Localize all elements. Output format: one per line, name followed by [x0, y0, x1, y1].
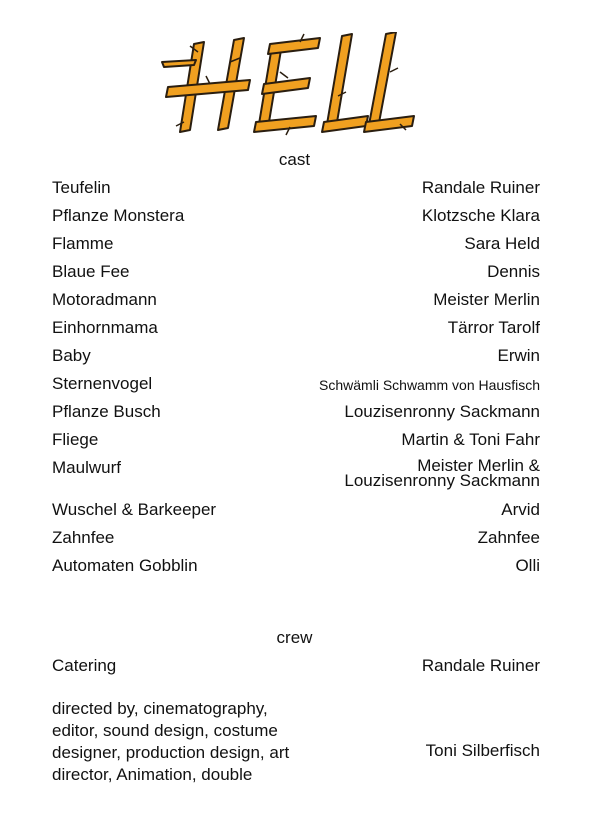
crew-role-multi: directed by, cinematography, editor, sound design, costume designer, production design, art director, Animation, double: [52, 699, 290, 784]
crew-person-multi: Toni Silberfisch: [425, 741, 540, 760]
cast-actor: Schwämli Schwamm von Hausfisch: [319, 377, 540, 393]
cast-heading: cast: [278, 150, 311, 169]
cast-role: Motoradmann: [52, 290, 157, 309]
cast-role: Teufelin: [52, 178, 111, 197]
crew-heading: crew: [276, 628, 313, 647]
cast-actor: Arvid: [501, 500, 540, 519]
cast-role: Fliege: [52, 430, 99, 449]
cast-actor: Meister Merlin: [433, 290, 540, 309]
cast-role: Baby: [52, 346, 91, 365]
cast-actor: Randale Ruiner: [421, 178, 540, 197]
crew-person: Randale Ruiner: [421, 656, 540, 675]
cast-actor: Zahnfee: [477, 528, 540, 547]
cast-actor: Erwin: [497, 346, 540, 365]
cast-role: Flamme: [52, 234, 114, 253]
cast-role: Sternenvogel: [52, 374, 153, 393]
cast-actor: Louzisenronny Sackmann: [344, 402, 540, 421]
cast-actor: Martin & Toni Fahr: [401, 430, 540, 449]
cast-actor: Olli: [515, 556, 540, 575]
hell-title-logo: [160, 32, 420, 142]
cast-actor: Meister Merlin & Louzisenronny Sackmann: [344, 456, 540, 490]
crew-role: Catering: [52, 656, 117, 675]
cast-role: Einhornmama: [52, 318, 158, 337]
cast-actor: Klotzsche Klara: [421, 206, 540, 225]
cast-role: Automaten Gobblin: [52, 556, 198, 575]
cast-actor: Sara Held: [464, 234, 540, 253]
cast-role: Pflanze Busch: [52, 402, 161, 421]
cast-role: Maulwurf: [52, 458, 121, 477]
cast-role: Zahnfee: [52, 528, 115, 547]
cast-role: Pflanze Monstera: [52, 206, 185, 225]
cast-role: Wuschel & Barkeeper: [52, 500, 217, 519]
cast-role: Blaue Fee: [52, 262, 130, 281]
cast-actor: Tärror Tarolf: [447, 318, 540, 337]
cast-actor: Dennis: [487, 262, 540, 281]
